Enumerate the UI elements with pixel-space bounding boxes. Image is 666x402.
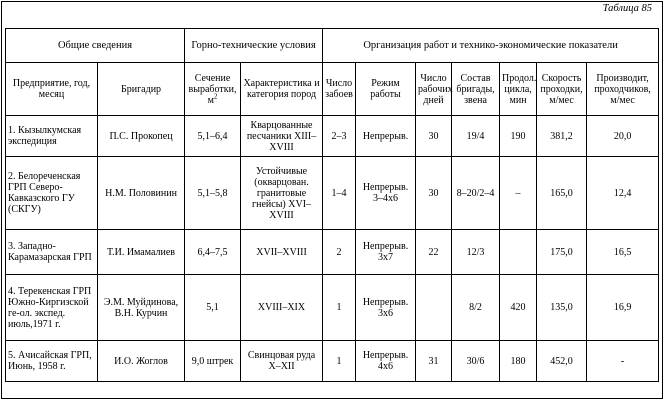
header-workdays: Число рабочих дней <box>416 63 452 116</box>
data-table <box>5 28 659 382</box>
table-row <box>6 341 659 382</box>
cell-cycle: 420 <box>500 275 537 341</box>
group-header-row <box>6 29 659 63</box>
cell-enterprise: 4. Терекенская ГРП Южно-Киргизской ге-ол. экспед. июль,1971 г. <box>6 275 98 341</box>
table-row <box>6 275 659 341</box>
cell-workdays: 22 <box>416 230 452 275</box>
cell-mode: Непрерыв. 4х6 <box>356 341 416 382</box>
cell-rock: XVIII–XIX <box>241 275 323 341</box>
cell-brigade: 19/4 <box>452 116 500 157</box>
cell-cycle: – <box>500 157 537 230</box>
cell-brigade: 30/6 <box>452 341 500 382</box>
header-enterprise: Предприятие, год, месяц <box>6 63 98 116</box>
cell-rock: XVII–XVIII <box>241 230 323 275</box>
cell-workdays: 31 <box>416 341 452 382</box>
cell-workdays <box>416 275 452 341</box>
cell-section: 5,1–6,4 <box>185 116 241 157</box>
header-brigade: Состав бригады, звена <box>452 63 500 116</box>
cell-workdays: 30 <box>416 157 452 230</box>
cell-enterprise: 3. Западно-Карамазарская ГРП <box>6 230 98 275</box>
table-row <box>6 116 659 157</box>
cell-productivity: 12,4 <box>587 157 659 230</box>
cell-brigadier: И.О. Жоглов <box>98 341 185 382</box>
cell-mode: Непрерыв. 3х6 <box>356 275 416 341</box>
group-mining: Горно-технические условия <box>185 29 323 63</box>
cell-faces: 1–4 <box>323 157 356 230</box>
header-section-text: Сечение выработки, м <box>188 72 237 106</box>
cell-brigade: 8–20/2–4 <box>452 157 500 230</box>
cell-cycle: 190 <box>500 116 537 157</box>
cell-productivity: - <box>587 341 659 382</box>
cell-enterprise: 5. Ачисайская ГРП, Июнь, 1958 г. <box>6 341 98 382</box>
cell-section: 6,4–7,5 <box>185 230 241 275</box>
cell-mode: Непрерыв. 3х7 <box>356 230 416 275</box>
cell-productivity: 20,0 <box>587 116 659 157</box>
table-row <box>6 157 659 230</box>
cell-speed: 165,0 <box>537 157 587 230</box>
cell-section: 5,1 <box>185 275 241 341</box>
header-speed: Скорость проходки, м/мес <box>537 63 587 116</box>
cell-cycle: 180 <box>500 341 537 382</box>
cell-speed: 135,0 <box>537 275 587 341</box>
cell-cycle <box>500 230 537 275</box>
cell-rock: Устойчивые (окварцован. гранитовые гнейсы) XVI–XVIII <box>241 157 323 230</box>
cell-enterprise: 1. Кызылкумская экспедиция <box>6 116 98 157</box>
cell-enterprise: 2. Белореченская ГРП Северо-Кавказского ГУ (СКГУ) <box>6 157 98 230</box>
header-section <box>185 63 241 116</box>
cell-productivity: 16,9 <box>587 275 659 341</box>
cell-brigadier: Н.М. Половинин <box>98 157 185 230</box>
cell-rock: Кварцованные песчаники XIII–XVIII <box>241 116 323 157</box>
cell-faces: 1 <box>323 341 356 382</box>
table-caption: Таблица 85 <box>602 3 652 14</box>
header-faces: Число забоев <box>323 63 356 116</box>
cell-section: 9,0 штрек <box>185 341 241 382</box>
cell-brigadier: Т.И. Имамалиев <box>98 230 185 275</box>
group-general: Общие сведения <box>6 29 185 63</box>
cell-rock: Свинцовая руда X–XII <box>241 341 323 382</box>
header-section-sup: 2 <box>213 92 218 101</box>
cell-faces: 2–3 <box>323 116 356 157</box>
column-header-row <box>6 63 659 116</box>
group-organization: Организация работ и технико-экономические показатели <box>323 29 659 63</box>
header-rock: Характеристика и категория пород <box>241 63 323 116</box>
header-brigadier: Бригадир <box>98 63 185 116</box>
cell-mode: Непрерыв. 3–4х6 <box>356 157 416 230</box>
cell-brigade: 12/3 <box>452 230 500 275</box>
cell-productivity: 16,5 <box>587 230 659 275</box>
cell-brigadier: П.С. Прокопец <box>98 116 185 157</box>
cell-speed: 452,0 <box>537 341 587 382</box>
header-mode: Режим работы <box>356 63 416 116</box>
cell-speed: 175,0 <box>537 230 587 275</box>
cell-brigadier: Э.М. Муйдинова, В.Н. Курчин <box>98 275 185 341</box>
table-row <box>6 230 659 275</box>
cell-faces: 1 <box>323 275 356 341</box>
header-cycle: Продол. цикла, мин <box>500 63 537 116</box>
cell-faces: 2 <box>323 230 356 275</box>
cell-workdays: 30 <box>416 116 452 157</box>
cell-brigade: 8/2 <box>452 275 500 341</box>
cell-mode: Непрерыв. <box>356 116 416 157</box>
cell-section: 5,1–5,8 <box>185 157 241 230</box>
header-productivity: Производит, проходчиков, м/мес <box>587 63 659 116</box>
cell-speed: 381,2 <box>537 116 587 157</box>
